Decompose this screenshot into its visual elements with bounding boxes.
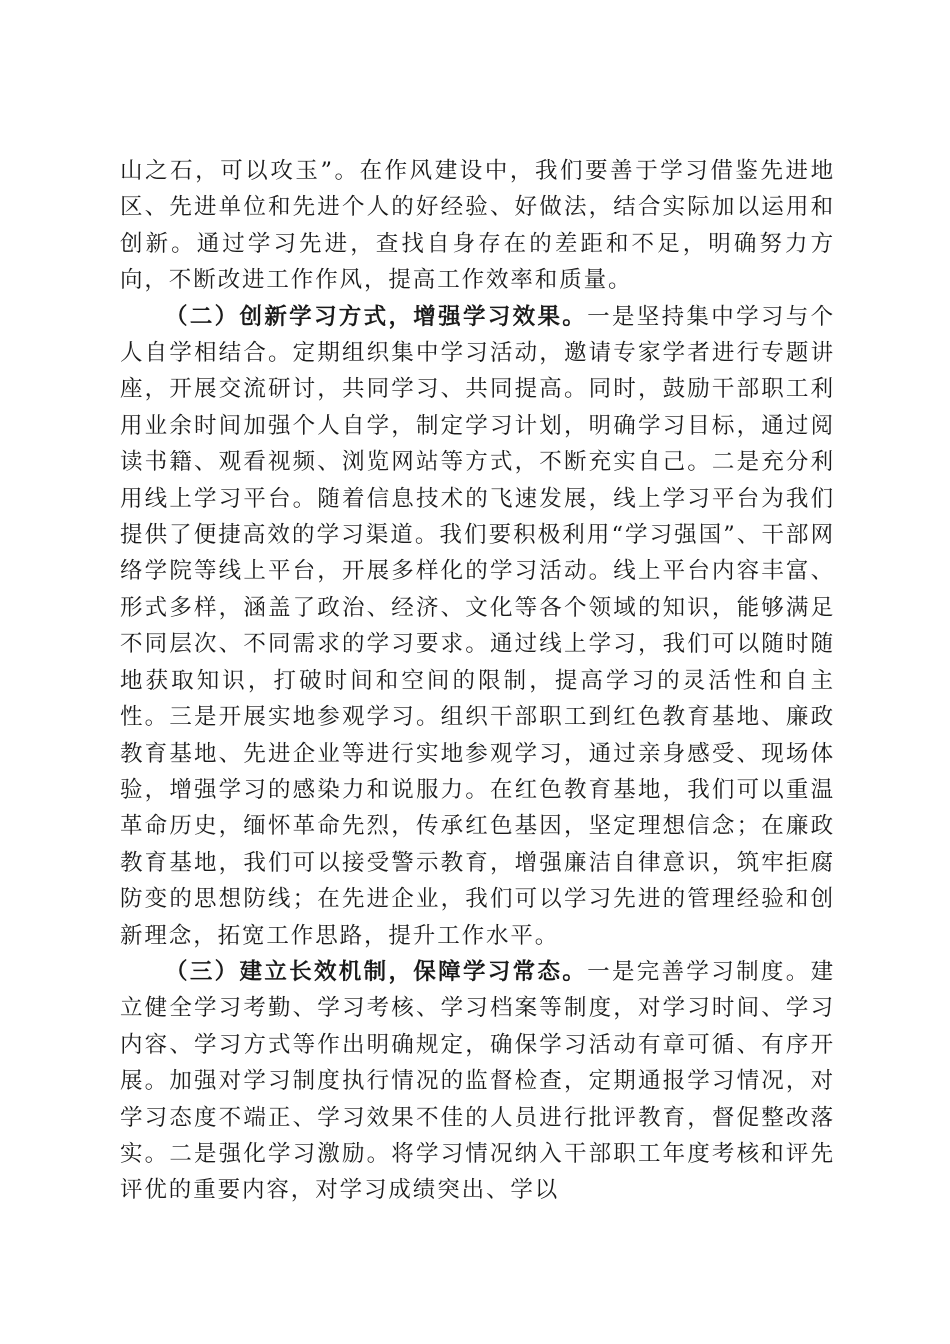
- document-body: [120, 153, 835, 1209]
- section-heading-2: （二）创新学习方式，增强学习效果。: [165, 303, 588, 330]
- paragraph-section-3: [120, 954, 835, 1209]
- paragraph-text: 一是坚持集中学习与个人自学相结合。定期组织集中学习活动，邀请专家学者进行专题讲座，开展交流研讨，共同学习、共同提高。同时，鼓励干部职工利用业余时间加强个人自学，制定学习计划，明确学习目标，通过阅读书籍、观看视频、浏览网站等方式，不断充实自己。二是充分利用线上学习平台。随着信息技术的飞速发展，线上学习平台为我们提供了便捷高效的学习渠道。我们要积极利用“学习强国”、干部网络学院等线上平台，开展多样化的学习活动。线上平台内容丰富、形式多样，涵盖了政治、经济、文化等各个领域的知识，能够满足不同层次、不同需求的学习要求。通过线上学习，我们可以随时随地获取知识，打破时间和空间的限制，提高学习的灵活性和自主性。三是开展实地参观学习。组织干部职工到红色教育基地、廉政教育基地、先进企业等进行实地参观学习，通过亲身感受、现场体验，增强学习的感染力和说服力。在红色教育基地，我们可以重温革命历史，缅怀革命先烈，传承红色基因，坚定理想信念；在廉政教育基地，我们可以接受警示教育，增强廉洁自律意识，筑牢拒腐防变的思想防线；在先进企业，我们可以学习先进的管理经验和创新理念，拓宽工作思路，提升工作水平。: [120, 303, 835, 949]
- paragraph-text: 山之石，可以攻玉”。在作风建设中，我们要善于学习借鉴先进地区、先进单位和先进个人的好经验、好做法，结合实际加以运用和创新。通过学习先进，查找自身存在的差距和不足，明确努力方向，不断改进工作作风，提高工作效率和质量。: [120, 158, 835, 294]
- paragraph-continued: [120, 153, 835, 299]
- paragraph-section-2: [120, 299, 835, 954]
- section-heading-3: （三）建立长效机制，保障学习常态。: [165, 958, 588, 985]
- paragraph-text: 一是完善学习制度。建立健全学习考勤、学习考核、学习档案等制度，对学习时间、学习内容、学习方式等作出明确规定，确保学习活动有章可循、有序开展。加强对学习制度执行情况的监督检查，定期通报学习情况，对学习态度不端正、学习效果不佳的人员进行批评教育，督促整改落实。二是强化学习激励。将学习情况纳入干部职工年度考核和评先评优的重要内容，对学习成绩突出、学以: [120, 958, 835, 1204]
